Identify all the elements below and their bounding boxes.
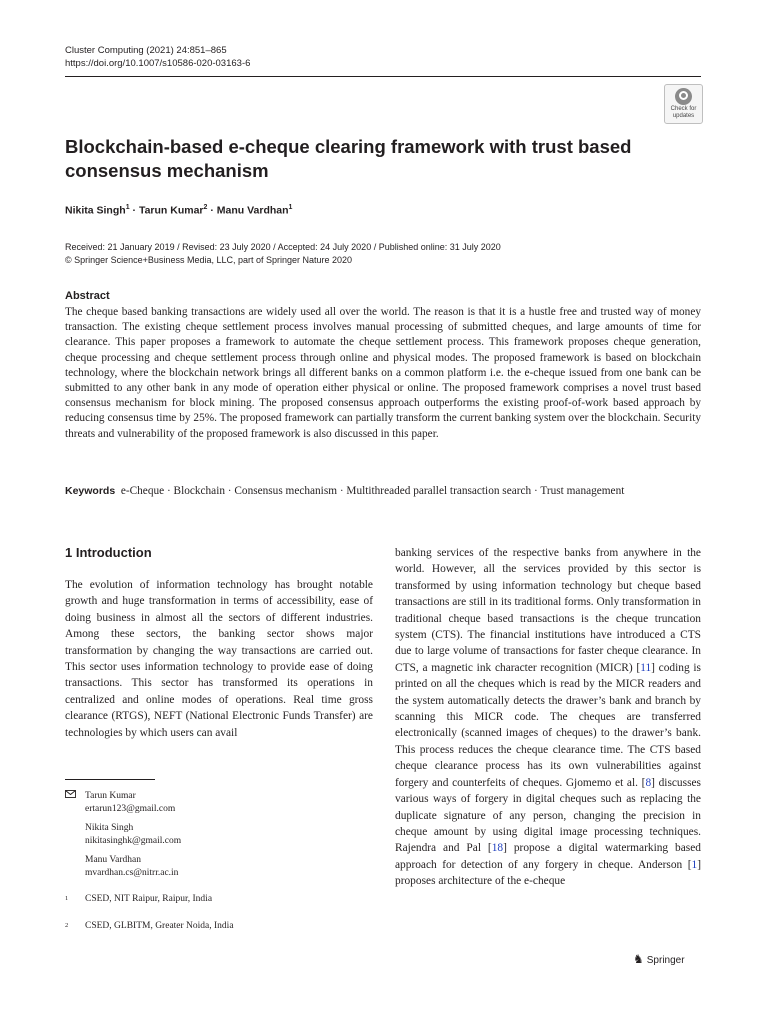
doi-link[interactable]: https://doi.org/10.1007/s10586-020-03163-6 (65, 58, 251, 69)
author-name[interactable]: Nikita Singh (65, 204, 126, 217)
copyright-line: © Springer Science+Business Media, LLC, part of Springer Nature 2020 (65, 255, 353, 265)
author-separator: · (129, 204, 139, 217)
body-text: ] propose a digital watermarking based approach for detection of any forgery in cheque. Anderson [ (395, 842, 701, 871)
affiliation-text: CSED, NIT Raipur, Raipur, India (85, 894, 213, 904)
paper-title (65, 135, 685, 183)
body-text: ] discusses various ways of forgery in digital cheques such as replacing the duplicate signature of any person, changing the precision in cheque amount by using digital image processing techniques. Rajendra and Pal [ (395, 776, 701, 855)
publisher-logo (633, 952, 685, 966)
affiliation-1 (65, 893, 365, 906)
affiliation-2 (65, 920, 365, 933)
envelope-icon (65, 790, 85, 803)
citation-link[interactable]: 11 (640, 661, 652, 674)
check-for-updates-badge[interactable] (664, 84, 703, 124)
author-contact-email[interactable]: mvardhan.cs@nitrr.ac.in (85, 867, 179, 878)
author-affil-mark: 2 (203, 204, 208, 211)
dates-line: Received: 21 January 2019 / Revised: 23 July 2020 / Accepted: 24 July 2020 / Published online: 31 July 2020 (65, 242, 501, 252)
corresponding-author (65, 790, 365, 815)
publication-history (65, 241, 501, 267)
affiliation-number: 1 (65, 895, 69, 902)
keywords-list: e-Cheque · Blockchain · Consensus mechanism · Multithreaded parallel transaction search · Trust management (120, 485, 625, 497)
citation-link[interactable]: 18 (491, 842, 504, 855)
journal-citation: Cluster Computing (2021) 24:851–865 (65, 45, 227, 56)
affiliation-number: 2 (65, 921, 69, 929)
footnote-rule (65, 779, 155, 780)
body-text: ] coding is printed on all the cheques which is read by the MICR readers and the system automatically detects the drawer’s bank and branch by scanning this MICR code. The cheques are transferred electronically (scanned images of cheques) to the drawer’s bank. This process reduces the cheque clearance time. The CTS based cheque clearance process has its own vulnerabilities against forgery and counterfeits of cheques. Gjomemo et al. [ (395, 661, 701, 789)
abstract-text: The cheque based banking transactions are widely used all over the world. The reason is that it is a hustle free and trusted way of money transaction. The existing cheque settlement process involves manual processing of submitted cheques, and large amounts of time for clearance. This paper proposes a framework to automate the cheque settlement process. This framework proposes cheque generation, cheque processing and cheque settlement process through online and physical modes. The proposed framework is based on blockchain technology, where the blockchain network brings all different banks on a common platform i.e. the e-cheque issued from one bank can be submitted to any other bank in any mode of operation either physical or online. The proposed framework comprises a novel trust based consensus mechanism for block mining. The proposed consensus approach outperforms the existing proof-of-work based approach by reducing consensus time by 25%. The proposed framework can partially transform the current banking system over the blockchain. Security threats and vulnerability of the proposed framework is also discussed in this paper. (65, 306, 701, 440)
author-contact-name: Manu Vardhan (85, 855, 142, 865)
author-affil-mark: 1 (288, 204, 293, 211)
author-contact-name: Nikita Singh (85, 823, 134, 833)
body-text: banking services of the respective banks from anywhere in the world. However, all the services provided by this sector is transformed by using information technology but cheque based transactions are still in its traditional forms. Only transformation in traditional cheque based transactions is the cheque truncation system (CTS). The financial institutions have introduced a CTS due to large volume of transactions for faster cheque clearance. In CTS, a magnetic ink character recognition (MICR) [ (395, 547, 701, 674)
author-affil-mark: 1 (125, 204, 130, 211)
correspondence-block (65, 790, 365, 932)
header-rule (65, 76, 701, 77)
author-name[interactable]: Tarun Kumar (138, 204, 204, 217)
corr-name: Tarun Kumar (85, 791, 136, 801)
crossmark-icon (675, 88, 692, 105)
author-list (65, 204, 292, 217)
author-contact-email[interactable]: nikitasinghk@gmail.com (85, 835, 182, 846)
intro-left-column: The evolution of information technology has brought notable growth and huge transformation in terms of accessibility, ease of doing business in almost all the sectors of different industries. Among these sectors, the banking sector shows major transformation by changing the way transactions are carried out. This sector uses information technology to provide ease of doing transactions. This sector has transformed its operations in centralized and online modes of operations. Real time gross clearance (RTGS), NEFT (National Electronic Funds Transfer) are technologies by which users can avail (65, 579, 373, 739)
corr-email[interactable]: ertarun123@gmail.com (85, 803, 176, 814)
author-separator: · (207, 204, 217, 217)
citation-link[interactable]: 8 (645, 776, 652, 789)
author-name[interactable]: Manu Vardhan (216, 204, 289, 217)
title-line-1: Blockchain-based e-cheque clearing framework with trust based (65, 136, 632, 157)
abstract-heading: Abstract (65, 290, 110, 302)
publisher-name: Springer (646, 955, 685, 966)
springer-horse-icon: ♞ (633, 952, 644, 966)
citation-link[interactable]: 1 (691, 858, 698, 871)
body-text: ] proposes architecture of the e-cheque (395, 858, 701, 888)
badge-line1: Check for (670, 106, 697, 112)
journal-info (65, 44, 250, 70)
title-line-2: consensus mechanism (65, 160, 269, 181)
section-heading-introduction: 1 Introduction (65, 545, 152, 560)
badge-line2: updates (672, 113, 695, 119)
intro-right-column (395, 545, 701, 890)
affiliation-text: CSED, GLBITM, Greater Noida, India (85, 920, 234, 931)
keywords-label: Keywords (65, 485, 116, 497)
keywords (65, 485, 715, 497)
